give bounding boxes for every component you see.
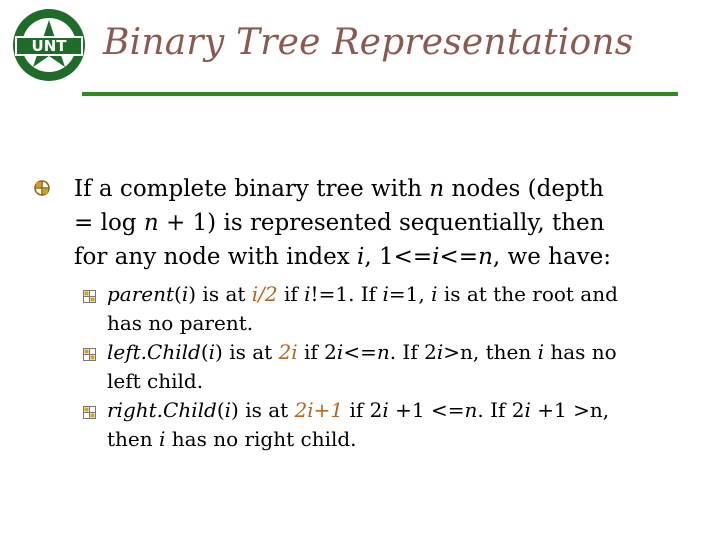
var-i: i	[431, 282, 438, 306]
text: . If 2	[477, 398, 525, 422]
text: has no right child.	[165, 427, 357, 451]
highlight-index: i/2	[251, 282, 278, 306]
bullet-icon	[34, 180, 50, 196]
text: (	[174, 282, 182, 306]
sub-bullet-list	[34, 280, 624, 454]
text: if 2	[297, 340, 337, 364]
var-i: i	[537, 340, 544, 364]
var-i: i	[224, 398, 232, 422]
fn-name: left.Child	[107, 340, 201, 364]
var-i: i	[208, 340, 216, 364]
text: is at the root and has no parent.	[107, 282, 618, 335]
var-i: i	[357, 244, 365, 270]
var-i: i	[304, 282, 311, 306]
bullet-list	[34, 172, 624, 454]
sub-bullet-icon	[83, 290, 96, 303]
text: ) is at	[231, 398, 295, 422]
text: has no left child.	[107, 340, 617, 393]
var-i: i	[336, 340, 344, 364]
unt-logo	[10, 6, 88, 84]
text: +1 <=	[388, 398, 465, 422]
text: + 1) is represented sequentially, then for any node with index	[74, 210, 605, 270]
text: +1 >n, then	[107, 398, 610, 451]
text: !=1. If	[310, 282, 383, 306]
text: , we have:	[492, 244, 612, 270]
text: (	[200, 340, 209, 364]
var-i: i	[181, 282, 189, 306]
text: If a complete binary tree with	[74, 176, 430, 202]
text: , 1<=	[364, 244, 433, 270]
var-n: n	[478, 244, 493, 270]
text: <=	[343, 340, 377, 364]
var-n: n	[464, 398, 478, 422]
text: ) is at	[215, 340, 279, 364]
text: ) is at	[188, 282, 252, 306]
text: nodes (depth = log	[74, 176, 604, 236]
title-divider	[82, 92, 678, 96]
text: (	[216, 398, 225, 422]
var-n: n	[143, 210, 159, 236]
sub-bullet-icon	[83, 406, 96, 419]
text: if	[277, 282, 305, 306]
var-n: n	[429, 176, 445, 202]
var-i: i	[159, 427, 166, 451]
text: >n, then	[443, 340, 538, 364]
main-bullet	[34, 172, 624, 274]
text: if 2	[343, 398, 383, 422]
var-i: i	[382, 282, 389, 306]
sub-bullet-icon	[83, 348, 96, 361]
slide-title: Binary Tree Representations	[103, 22, 634, 63]
var-i: i	[382, 398, 389, 422]
logo-text: UNT	[31, 37, 67, 55]
var-i: i	[432, 244, 440, 270]
sub-bullet-right-child	[34, 396, 624, 454]
sub-bullet-left-child	[34, 338, 624, 396]
text: <=	[439, 244, 479, 270]
var-i: i	[436, 340, 444, 364]
var-n: n	[376, 340, 390, 364]
fn-name: parent	[107, 282, 175, 306]
sub-bullet-parent	[34, 280, 624, 338]
text: =1,	[388, 282, 432, 306]
highlight-index: 2i	[278, 340, 298, 364]
fn-name: right.Child	[107, 398, 217, 422]
text: . If 2	[389, 340, 437, 364]
var-i: i	[524, 398, 531, 422]
highlight-index: 2i+1	[294, 398, 344, 422]
